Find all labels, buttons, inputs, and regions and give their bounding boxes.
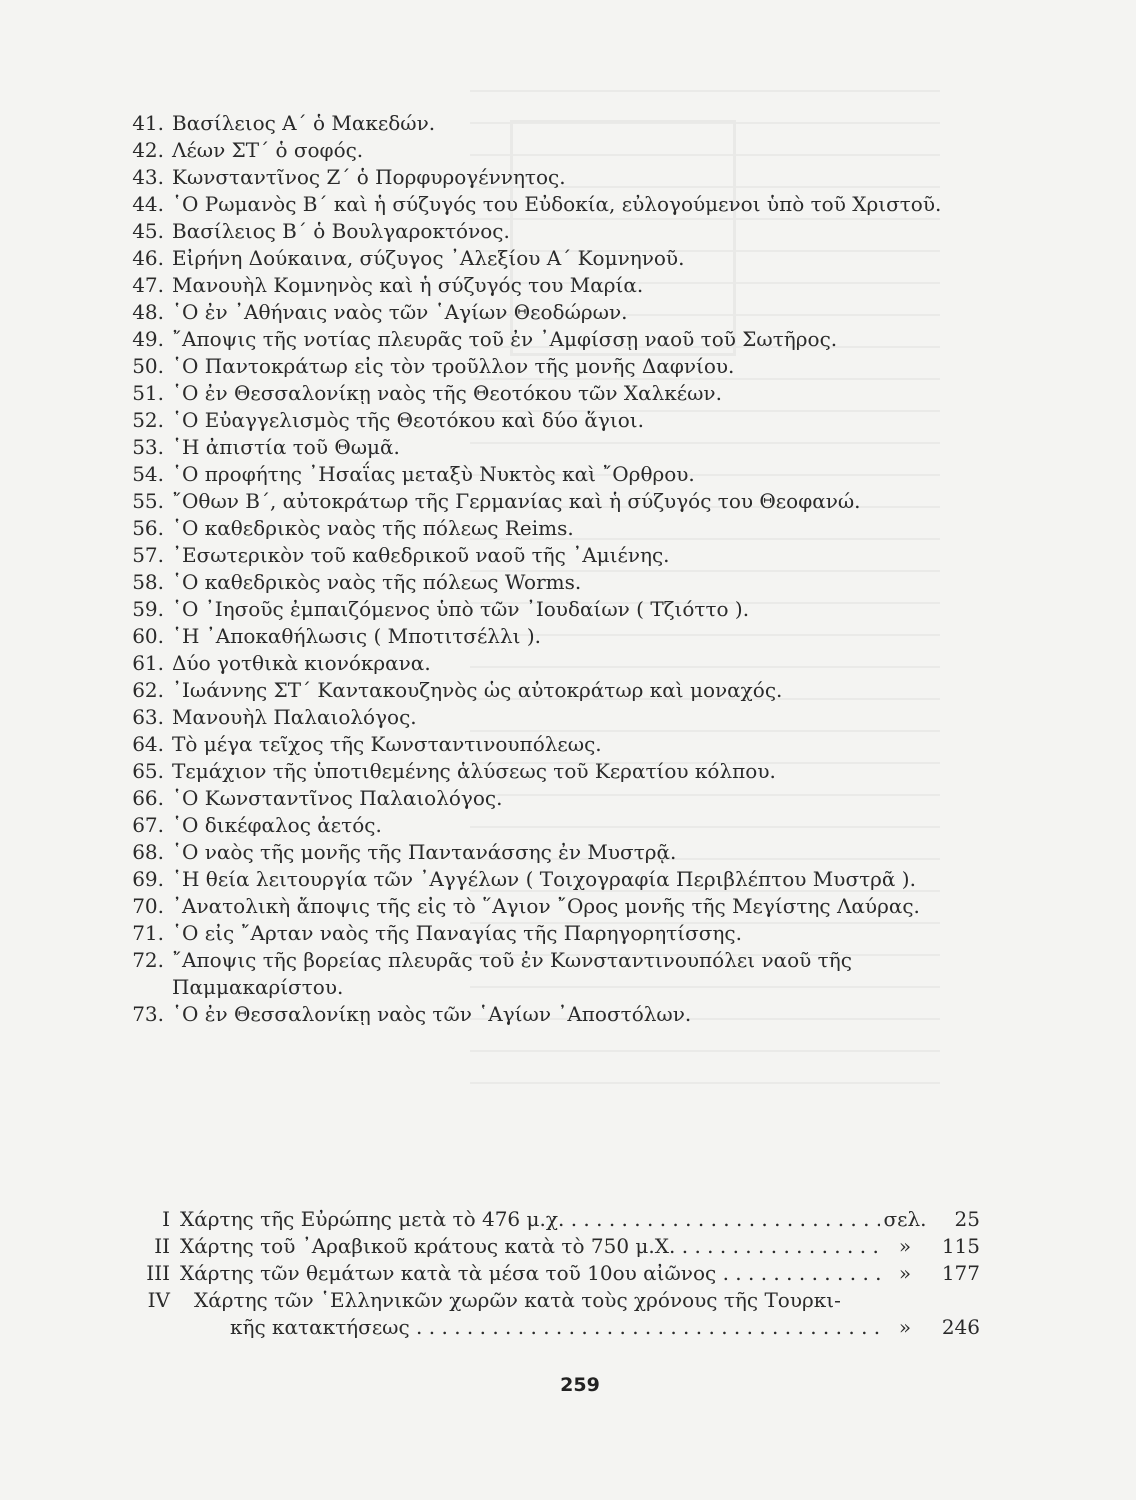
map-title-continuation: κῆς κατακτήσεως . . . [230, 1314, 880, 1341]
plate-caption: ῎Αποψις τῆς βορείας πλευρᾶς τοῦ ἐν Κωνσταντινουπόλει ναοῦ τῆς Παμμακαρίστου. [172, 948, 852, 999]
plate-caption: ῾Ο καθεδρικὸς ναὸς τῆς πόλεως Worms. [172, 570, 582, 594]
plate-caption: Τὸ μέγα τεῖχος τῆς Κωνσταντινουπόλεως. [172, 732, 602, 756]
map-page: 25 [954, 1207, 980, 1231]
plate-caption: Βασίλειος Α΄ ὁ Μακεδών. [172, 111, 436, 135]
plate-entry [120, 434, 990, 461]
plate-entry [120, 785, 990, 812]
plate-entry [120, 380, 990, 407]
plate-list [120, 110, 990, 1028]
plate-entry [120, 893, 990, 920]
map-number: IV [147, 1288, 170, 1312]
plate-caption: ᾿Ανατολικὴ ἄποψις τῆς εἰς τὸ ῞Αγιον ῎Ορος μονῆς τῆς Μεγίστης Λαύρας. [172, 894, 920, 918]
plate-number: 55. [132, 489, 164, 513]
plate-number: 59. [132, 597, 164, 621]
plate-number: 45. [132, 219, 164, 243]
map-number: II [154, 1234, 170, 1258]
map-title: Χάρτης τῆς Εὐρώπης μετὰ τὸ 476 μ.χ. . . . [180, 1206, 880, 1233]
plate-entry [120, 569, 990, 596]
plate-number: 42. [132, 138, 164, 162]
plate-entry [120, 623, 990, 650]
plate-entry [120, 353, 990, 380]
plate-number: 63. [132, 705, 164, 729]
plate-caption: ῎Οθων Β΄, αὐτοκράτωρ τῆς Γερμανίας καὶ ἡ σύζυγός του Θεοφανώ. [172, 489, 861, 513]
plate-entry [120, 110, 990, 137]
map-number: I [162, 1207, 170, 1231]
plate-number: 58. [132, 570, 164, 594]
plate-caption: ῾Ο ἐν Θεσσαλονίκῃ ναὸς τῶν ῾Αγίων ᾿Αποστόλων. [172, 1002, 692, 1026]
plate-caption: ῾Ο εἰς ῎Αρταν ναὸς τῆς Παναγίας τῆς Παρηγορητίσσης. [172, 921, 742, 945]
plate-caption: Δύο γοτθικὰ κιονόκρανα. [172, 651, 431, 675]
plate-entry [120, 542, 990, 569]
map-list [120, 1206, 980, 1341]
plate-number: 54. [132, 462, 164, 486]
plate-number: 41. [132, 111, 164, 135]
map-title: Χάρτης τῶν ῾Ελληνικῶν χωρῶν κατὰ τοὺς χρόνους τῆς Τουρκι- [194, 1288, 841, 1312]
plate-entry [120, 218, 990, 245]
page-unit: » [898, 1315, 912, 1339]
plate-caption: ᾿Ιωάννης ΣΤ΄ Καντακουζηνὸς ὡς αὐτοκράτωρ καὶ μοναχός. [172, 678, 783, 702]
plate-caption: Εἰρήνη Δούκαινα, σύζυγος ᾿Αλεξίου Α΄ Κομνηνοῦ. [172, 246, 685, 270]
plate-caption: ῾Ο ναὸς τῆς μονῆς τῆς Παντανάσσης ἐν Μυστρᾷ. [172, 840, 677, 864]
plate-number: 66. [132, 786, 164, 810]
map-entry [120, 1206, 980, 1233]
plate-entry [120, 299, 990, 326]
plate-caption: ῾Ο Εὐαγγελισμὸς τῆς Θεοτόκου καὶ δύο ἅγιοι. [172, 408, 644, 432]
plate-entry [120, 191, 990, 218]
plate-number: 52. [132, 408, 164, 432]
page-number: 259 [560, 1374, 600, 1396]
plate-caption: Μανουὴλ Κομνηνὸς καὶ ἡ σύζυγός του Μαρία. [172, 273, 644, 297]
map-entry [120, 1233, 980, 1260]
plate-entry [120, 326, 990, 353]
plate-number: 61. [132, 651, 164, 675]
page-unit: σελ. [883, 1207, 927, 1231]
plate-number: 53. [132, 435, 164, 459]
map-page: 246 [941, 1315, 980, 1339]
plate-caption: ῾Ο καθεδρικὸς ναὸς τῆς πόλεως Reims. [172, 516, 574, 540]
map-page: 115 [941, 1234, 980, 1258]
map-title: Χάρτης τοῦ ᾿Αραβικοῦ κράτους κατὰ τὸ 750 μ.Χ. . . . [180, 1233, 880, 1260]
plate-entry [120, 650, 990, 677]
plate-caption: ῾Η θεία λειτουργία τῶν ᾿Αγγέλων ( Τοιχογραφία Περιβλέπτου Μυστρᾶ ). [172, 867, 916, 891]
map-number: III [146, 1261, 170, 1285]
plate-caption: Κωνσταντῖνος Ζ΄ ὁ Πορφυρογέννητος. [172, 165, 566, 189]
plate-entry [120, 947, 990, 1001]
plate-number: 46. [132, 246, 164, 270]
plate-caption: ῾Ο δικέφαλος ἀετός. [172, 813, 382, 837]
plate-entry [120, 1001, 990, 1028]
plate-number: 51. [132, 381, 164, 405]
plate-number: 48. [132, 300, 164, 324]
plate-entry [120, 866, 990, 893]
plate-entry [120, 407, 990, 434]
plate-caption: Μανουὴλ Παλαιολόγος. [172, 705, 417, 729]
plate-number: 73. [132, 1002, 164, 1026]
plate-entry [120, 920, 990, 947]
plate-caption: ῾Ο προφήτης ᾿Ησαΐας μεταξὺ Νυκτὸς καὶ ῎Ορθρου. [172, 462, 695, 486]
plate-caption: ῾Η ἀπιστία τοῦ Θωμᾶ. [172, 435, 400, 459]
plate-entry [120, 704, 990, 731]
plate-entry [120, 812, 990, 839]
plate-number: 65. [132, 759, 164, 783]
plate-entry [120, 137, 990, 164]
plate-number: 47. [132, 273, 164, 297]
plate-entry [120, 515, 990, 542]
plate-entry [120, 245, 990, 272]
plate-caption: ῾Ο Ρωμανὸς Β΄ καὶ ἡ σύζυγός του Εὐδοκία, εὐλογούμενοι ὑπὸ τοῦ Χριστοῦ. [172, 192, 942, 216]
plate-number: 49. [132, 327, 164, 351]
plate-entry [120, 758, 990, 785]
plate-number: 50. [132, 354, 164, 378]
plate-entry [120, 461, 990, 488]
plate-number: 57. [132, 543, 164, 567]
plate-number: 72. [132, 948, 164, 972]
map-entry [120, 1260, 980, 1287]
plate-entry [120, 677, 990, 704]
map-entry [120, 1287, 980, 1341]
page-unit: » [898, 1234, 912, 1258]
map-page: 177 [941, 1261, 980, 1285]
plate-caption: ῾Ο ᾿Ιησοῦς ἐμπαιζόμενος ὑπὸ τῶν ᾿Ιουδαίων ( Τζιόττο ). [172, 597, 750, 621]
plate-entry [120, 164, 990, 191]
map-title: Χάρτης τῶν θεμάτων κατὰ τὰ μέσα τοῦ 10ου αἰῶνος . . . [180, 1260, 880, 1287]
plate-number: 56. [132, 516, 164, 540]
plate-number: 43. [132, 165, 164, 189]
page-unit: » [898, 1261, 912, 1285]
plate-number: 71. [132, 921, 164, 945]
plate-caption: ῾Ο ἐν Θεσσαλονίκῃ ναὸς τῆς Θεοτόκου τῶν Χαλκέων. [172, 381, 722, 405]
plate-number: 62. [132, 678, 164, 702]
plate-entry [120, 839, 990, 866]
plate-entry [120, 596, 990, 623]
plate-number: 68. [132, 840, 164, 864]
plate-caption: ῾Ο ἐν ᾿Αθήναις ναὸς τῶν ῾Αγίων Θεοδώρων. [172, 300, 628, 324]
plate-entry [120, 731, 990, 758]
plate-number: 44. [132, 192, 164, 216]
plate-caption: Τεμάχιον τῆς ὑποτιθεμένης ἁλύσεως τοῦ Κερατίου κόλπου. [172, 759, 776, 783]
plate-caption: Λέων ΣΤ΄ ὁ σοφός. [172, 138, 364, 162]
plate-caption: ῎Αποψις τῆς νοτίας πλευρᾶς τοῦ ἐν ᾿Αμφίσσῃ ναοῦ τοῦ Σωτῆρος. [172, 327, 838, 351]
plate-number: 60. [132, 624, 164, 648]
plate-number: 69. [132, 867, 164, 891]
plate-number: 70. [132, 894, 164, 918]
plate-number: 64. [132, 732, 164, 756]
plate-caption: Βασίλειος Β΄ ὁ Βουλγαροκτόνος. [172, 219, 510, 243]
plate-entry [120, 272, 990, 299]
plate-caption: ᾿Εσωτερικὸν τοῦ καθεδρικοῦ ναοῦ τῆς ᾿Αμιένης. [172, 543, 670, 567]
plate-caption: ῾Η ᾿Αποκαθήλωσις ( Μποτιτσέλλι ). [172, 624, 542, 648]
plate-entry [120, 488, 990, 515]
plate-caption: ῾Ο Κωνσταντῖνος Παλαιολόγος. [172, 786, 503, 810]
plate-caption: ῾Ο Παντοκράτωρ εἰς τὸν τροῦλλον τῆς μονῆς Δαφνίου. [172, 354, 735, 378]
plate-number: 67. [132, 813, 164, 837]
